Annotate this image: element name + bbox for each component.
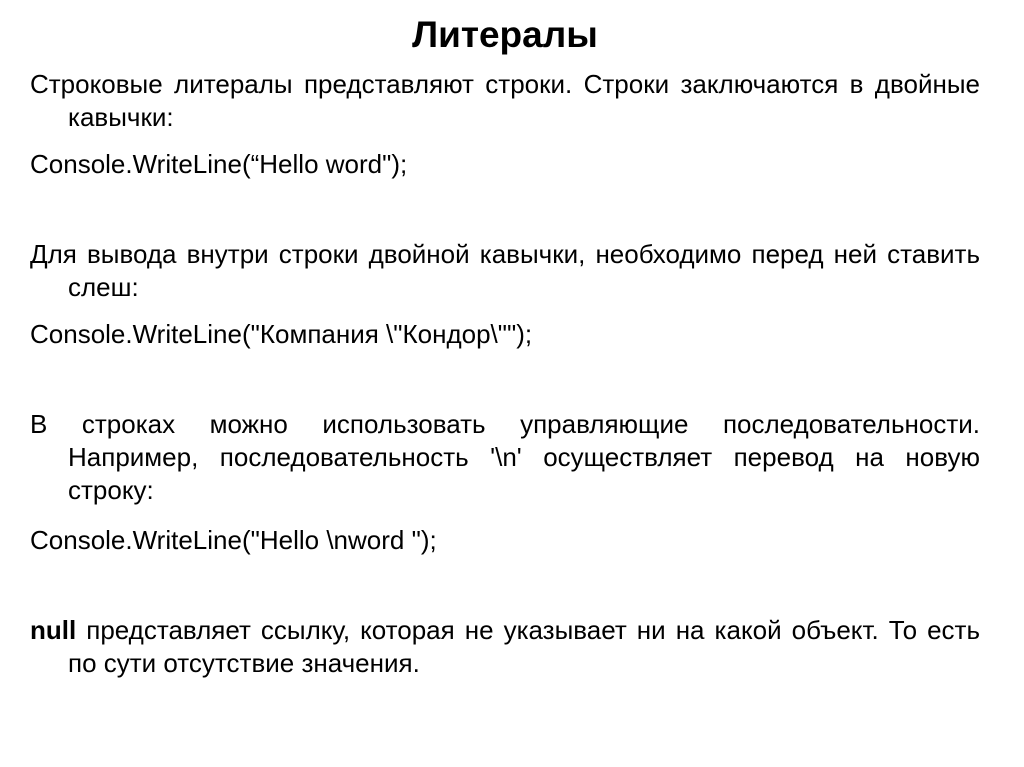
code-example-newline: Console.WriteLine("Hello \nword "); [30, 525, 437, 555]
paragraph-string-literals: Строковые литералы представляют строки. Строки заключаются в двойные кавычки: [30, 69, 980, 132]
slide-title: Литералы [412, 14, 598, 55]
paragraph-escaped-quotes: Для вывода внутри строки двойной кавычки, необходимо перед ней ставить слеш: [30, 239, 980, 302]
null-keyword: null [30, 615, 77, 645]
null-description: представляет ссылку, которая не указывает ни на какой объект. То есть по сути отсутствие значения. [68, 615, 980, 678]
paragraph-null [30, 614, 980, 680]
code-example-company: Console.WriteLine("Компания \"Кондор\""); [30, 319, 533, 349]
paragraph-escape-sequences: В строках можно использовать управляющие последовательности. Например, последовательность '\n' осуществляет перевод на новую строку: [30, 409, 980, 505]
code-example-hello-word: Console.WriteLine(“Hello word"); [30, 149, 408, 179]
